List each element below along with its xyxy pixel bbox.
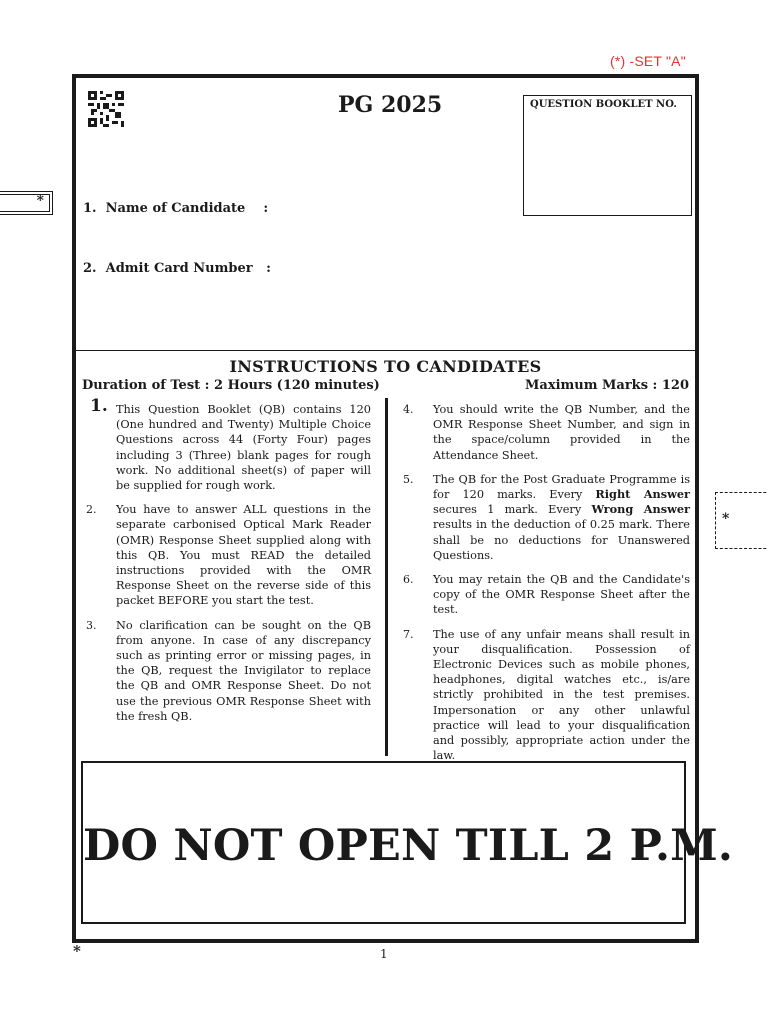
instruction-text: You have to answer ALL questions in the separate carbonised Optical Mark Reader (OMR) Response Sheet supplied along with this QB. You must READ the detailed instructions provided with the OMR Response Sheet on the reverse side of this packet BEFORE you start the test. <box>116 503 371 608</box>
instructions-heading: INSTRUCTIONS TO CANDIDATES <box>229 357 542 376</box>
question-booklet-number-box[interactable] <box>523 95 692 216</box>
instruction-text: The use of any unfair means shall result in your disqualification. Possession of Electronic Devices such as mobile phones, headphones, digital watches etc., is/are strictly prohibited in the test premises. Impersonation or any other unlawful practice will lead to your disqualification and possibly, appropriate action under the law. <box>433 627 690 763</box>
instructions-left-column <box>86 396 371 733</box>
qr-code-icon <box>88 91 124 127</box>
set-label: (*) -SET "A" <box>610 53 686 69</box>
instruction-number: 2. <box>86 503 97 517</box>
column-divider <box>385 398 388 756</box>
instruction-item <box>86 502 371 608</box>
instruction-item <box>86 618 371 724</box>
instruction-item <box>403 572 690 618</box>
page-title: PG 2025 <box>338 92 443 118</box>
right-box-star: * <box>722 511 730 527</box>
instruction-text: No clarification can be sought on the QB from anyone. In case of any discrepancy such as printing error or missing pages, in the QB, request the Invigilator to replace the QB and OMR Response Sheet. Do not use the previous OMR Response Sheet with the fresh QB. <box>116 618 371 723</box>
instruction-number: 4. <box>403 403 414 416</box>
instruction-item <box>403 627 690 764</box>
do-not-open-text: DO NOT OPEN TILL 2 P.M. <box>83 821 734 871</box>
right-dashed-box <box>715 492 768 549</box>
admit-card-field: 2. Admit Card Number : <box>83 261 271 276</box>
maximum-marks: Maximum Marks : 120 <box>525 378 689 393</box>
instruction-number: 1. <box>90 396 108 416</box>
instruction-text: You should write the QB Number, and the OMR Response Sheet Number, and sign in the space/column provided in the Attendance Sheet. <box>433 403 690 462</box>
bottom-star-marker: * <box>73 942 81 960</box>
test-duration: Duration of Test : 2 Hours (120 minutes) <box>82 378 380 393</box>
booklet-frame <box>72 74 734 943</box>
page-number: 1 <box>380 947 388 961</box>
instruction-number: 5. <box>403 472 414 486</box>
instruction-text: The QB for the Post Graduate Programme is for 120 marks. Every Right Answer secures 1 mark. Every Wrong Answer results in the deduction of 0.25 mark. There shall be no deductions for Unanswered Questions. <box>433 472 690 562</box>
booklet-number-label: QUESTION BOOKLET NO. <box>530 99 677 110</box>
candidate-name-field: 1. Name of Candidate : <box>83 201 269 216</box>
instruction-item <box>86 396 371 493</box>
instruction-number: 6. <box>403 573 414 587</box>
instructions-right-column <box>403 402 690 772</box>
left-margin-box <box>0 191 53 215</box>
instruction-text: This Question Booklet (QB) contains 120 (One hundred and Twenty) Multiple Choice Questions across 44 (Forty Four) pages including 3 (Three) blank pages for rough work. No additional sheet(s) of paper will be supplied for rough work. <box>116 403 371 493</box>
instruction-item <box>403 472 690 563</box>
do-not-open-banner <box>81 761 734 924</box>
left-box-star: * <box>36 193 44 209</box>
right-answer-emphasis: Right Answer <box>595 487 690 502</box>
instruction-number: 7. <box>403 627 414 641</box>
instruction-number: 3. <box>86 618 97 632</box>
wrong-answer-emphasis: Wrong Answer <box>591 502 690 517</box>
section-divider <box>76 350 695 351</box>
instruction-text: You may retain the QB and the Candidate's copy of the OMR Response Sheet after the test. <box>433 573 690 617</box>
instruction-item <box>403 402 690 463</box>
